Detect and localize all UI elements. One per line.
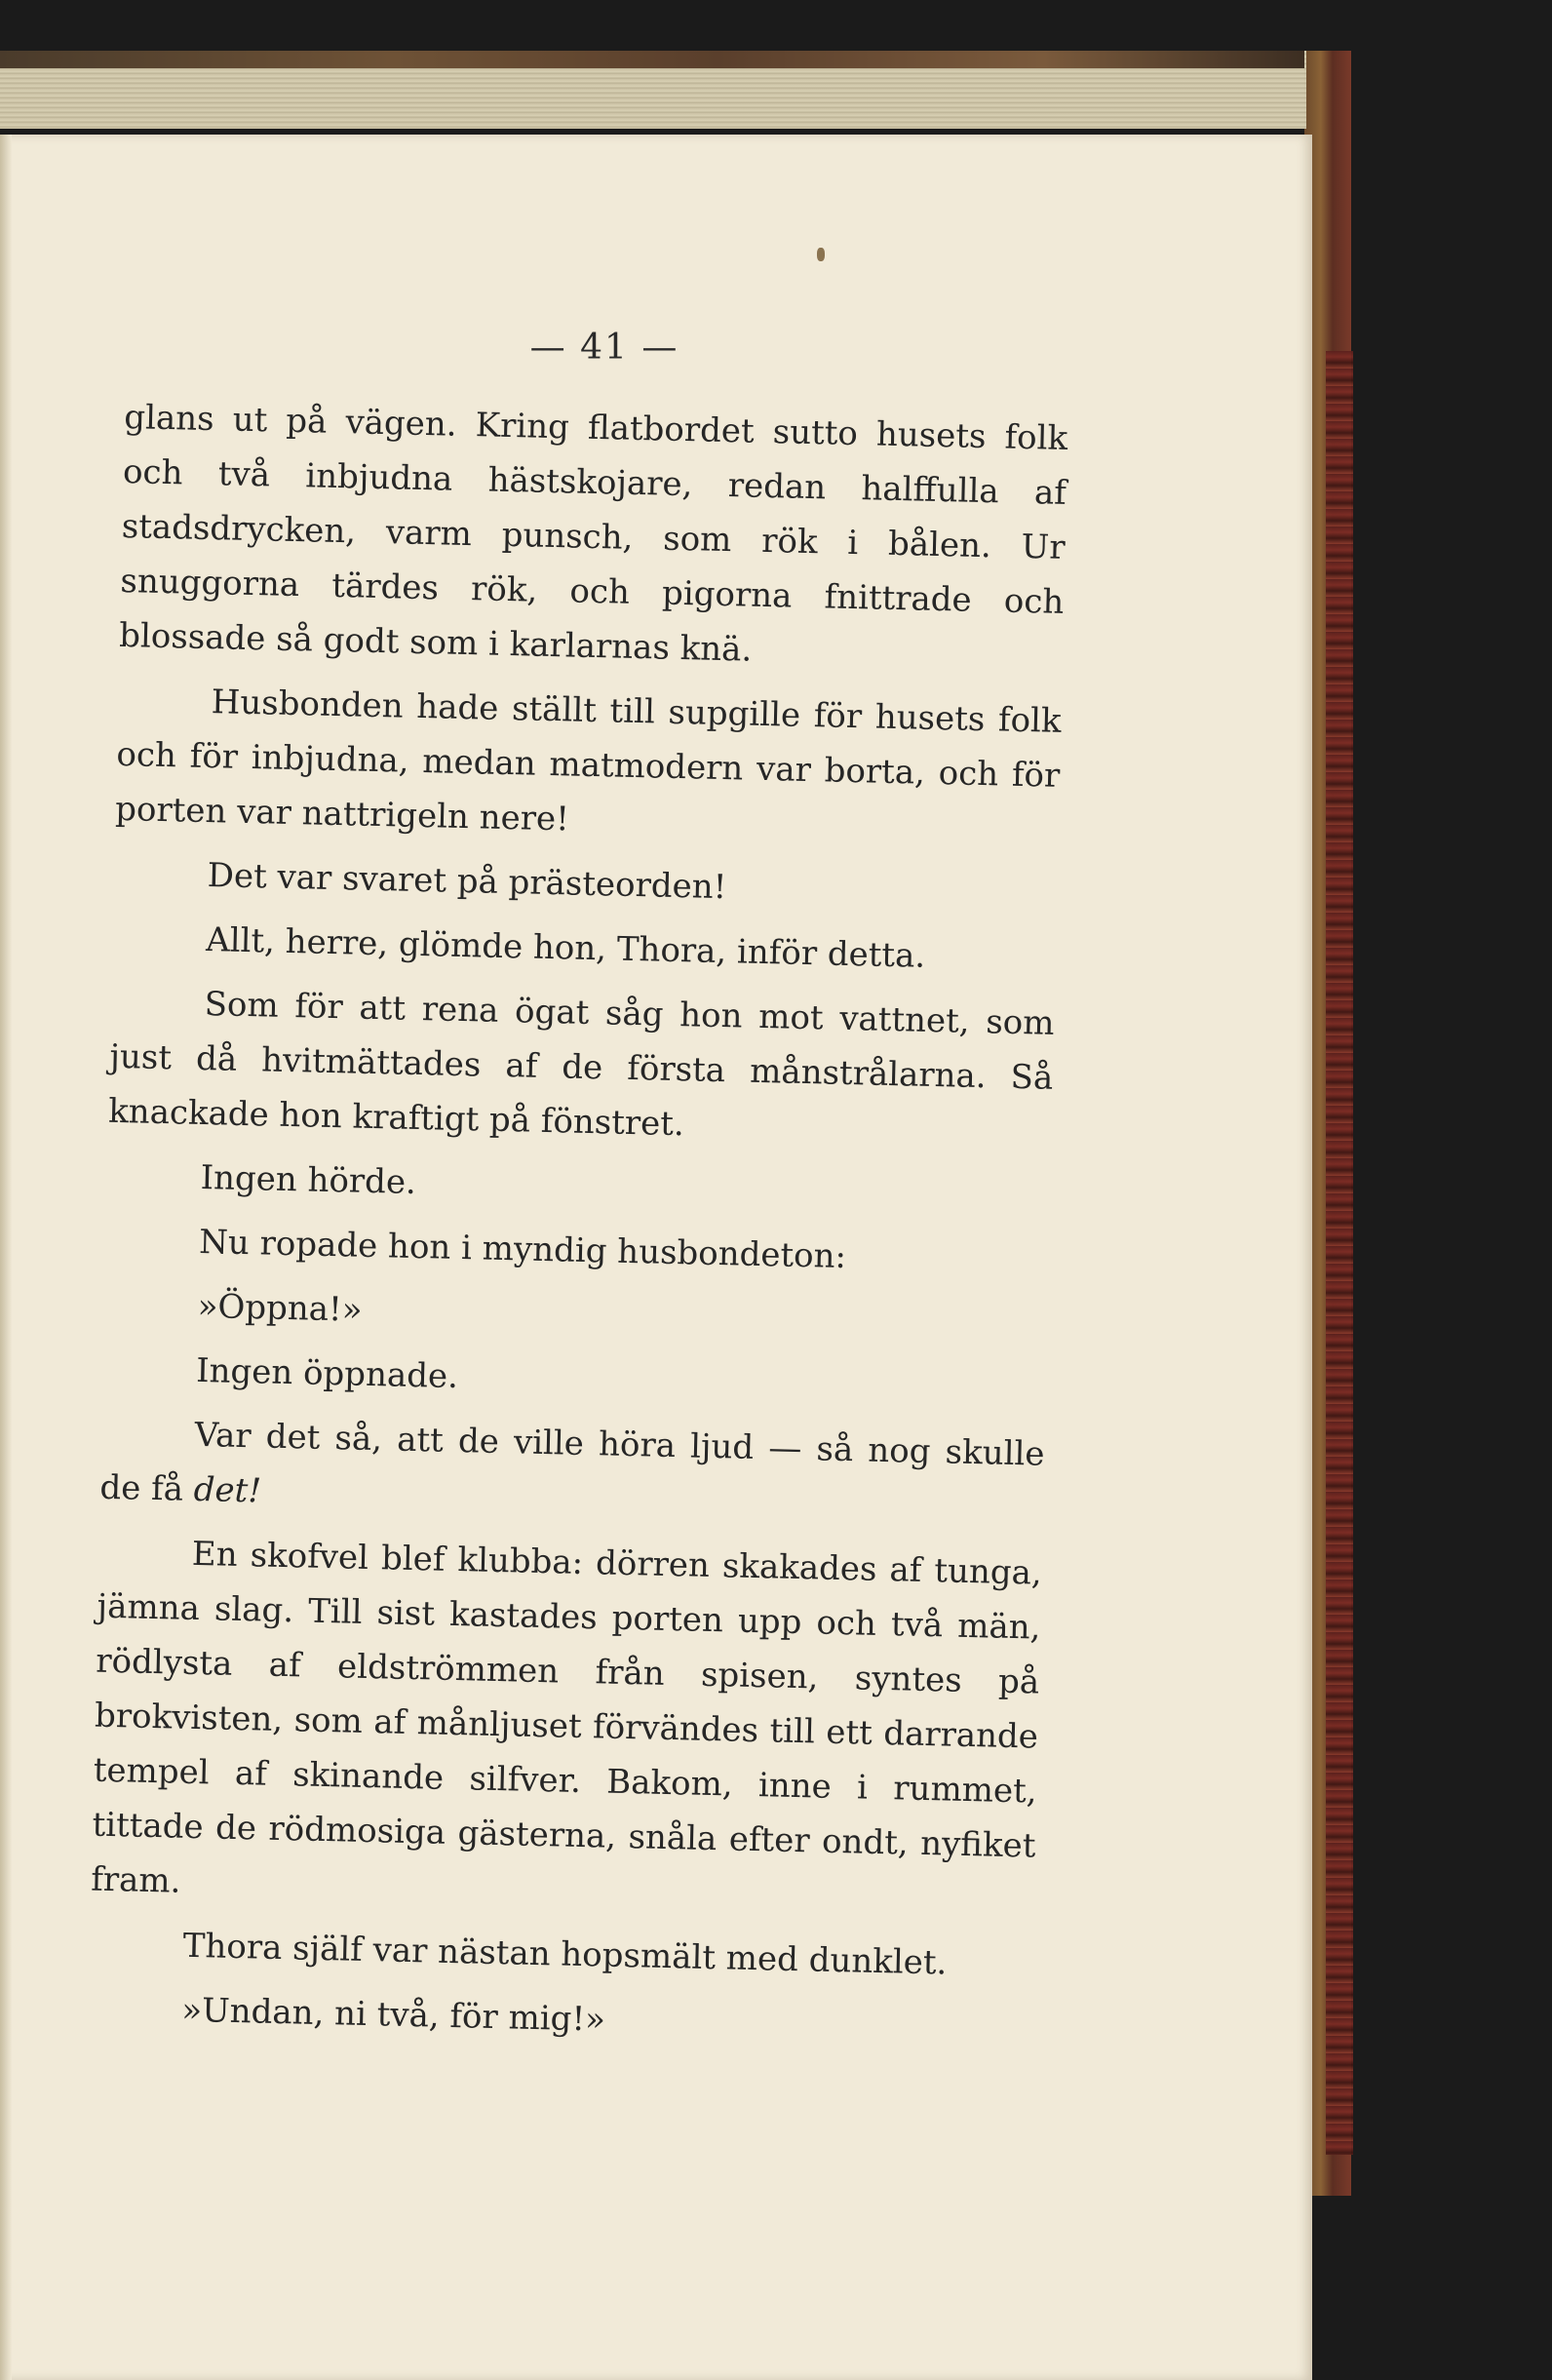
- paragraph: Ingen öppnade.: [195, 1350, 459, 1397]
- book-top-edge: [0, 51, 1304, 68]
- paragraph: Thora själf var nästan hopsmält med dunklet.: [182, 1926, 948, 1983]
- paragraph: Som för att rena ögat såg hon mot vattnet, som just då hvitmättades af de första månstrålarna. Så knackade hon kraftigt på fönstret.: [107, 985, 1055, 1145]
- paragraph: Allt, herre, glömde hon, Thora, inför detta.: [205, 920, 926, 976]
- paragraph: »Öppna!»: [197, 1286, 363, 1330]
- paragraph: Det var svaret på prästeorden!: [207, 856, 727, 908]
- paragraph-det: [99, 1406, 1045, 1537]
- page-number: — 41 —: [529, 328, 679, 368]
- paragraph: glans ut på vägen. Kring flatbordet sutto husets folk och två inbjudna hästskojare, redan halffulla af stadsdrycken, varm punsch, som rök i bålen. Ur snuggorna tärdes rök, och pigorna fnittrade och blossade så godt som i karlarnas knä.: [118, 397, 1068, 670]
- paragraph: Nu ropade hon i myndig husbondeton:: [198, 1222, 847, 1277]
- paragraph: En skofvel blef klubba: dörren skakades af tunga, jämna slag. Till sist kastades porten upp och två män, rödlysta af eldströmmen från spisen, syntes på brokvisten, som af månljuset förvändes till ett darrande tempel af skinande silfver. Bakom, inne i rummet, tittade de rödmosiga gästerna, snåla efter ondt, nyfiket fram.: [90, 1534, 1043, 1901]
- paragraph: Ingen hörde.: [200, 1157, 417, 1202]
- paragraph-text: Var det så, att de ville höra ljud — så nog skulle de få: [99, 1415, 1045, 1509]
- emphasized-word: det!: [193, 1469, 262, 1511]
- paragraph: Husbonden hade ställt till supgille för husets folk och för inbjudna, medan matmodern var borta, och för porten var nattrigeln nere!: [114, 683, 1062, 839]
- page-gutter: [0, 135, 12, 2380]
- body-text: [87, 390, 1067, 2067]
- paragraph: »Undan, ni två, för mig!»: [180, 1990, 606, 2040]
- marbled-cover-edge: [1326, 351, 1353, 2155]
- paper-speck: [817, 248, 825, 261]
